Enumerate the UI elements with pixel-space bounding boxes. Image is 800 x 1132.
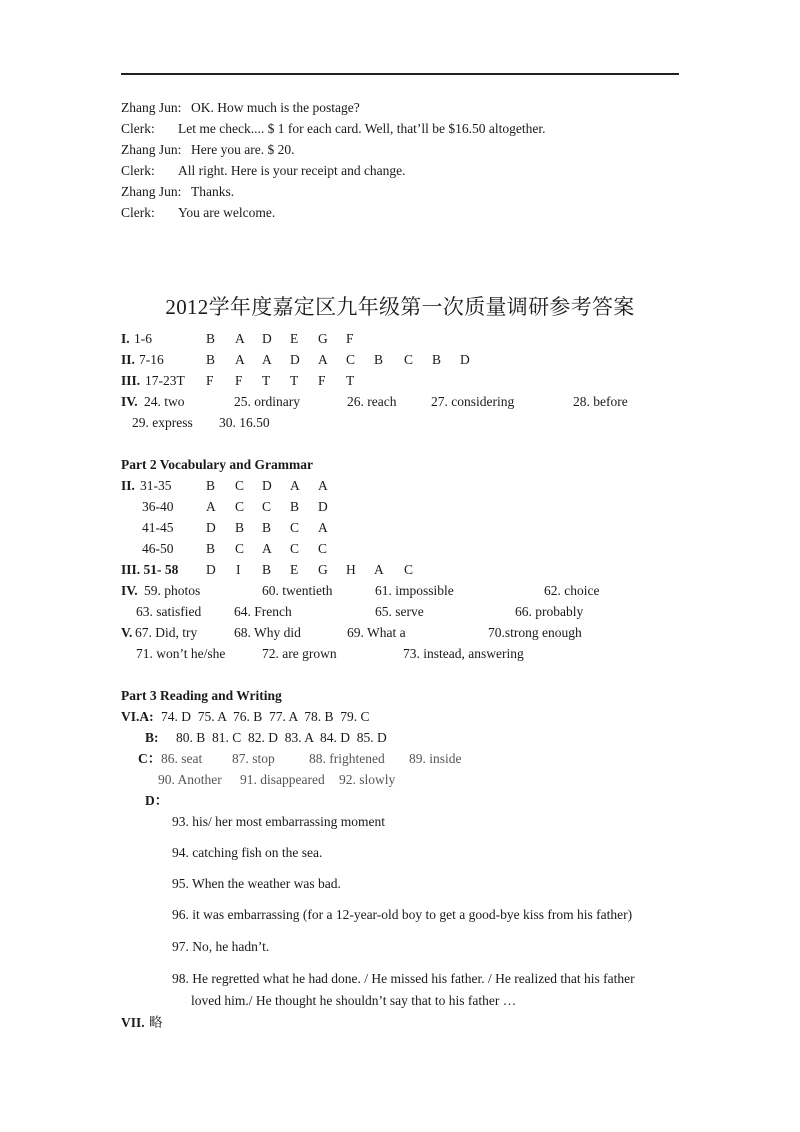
section-label: I. [121, 331, 130, 346]
answer: B [206, 352, 216, 367]
answer: F [318, 373, 326, 388]
answer: C [235, 541, 245, 556]
section-label: III. 51- 58 [121, 562, 179, 577]
answer: A [206, 499, 216, 514]
answer: B [206, 331, 216, 346]
answer: 61. impossible [375, 583, 454, 598]
answer: B [235, 520, 245, 535]
answer: 66. probably [515, 604, 584, 619]
dialogue-line: OK. How much is the postage? [191, 100, 360, 115]
answer: A [374, 562, 384, 577]
section-heading: Part 3 Reading and Writing [121, 688, 282, 703]
answer: A [235, 352, 245, 367]
answer: F [235, 373, 243, 388]
answer: T [346, 373, 355, 388]
answer: C [346, 352, 356, 367]
dialogue-line: Here you are. $ 20. [191, 142, 295, 157]
question-range: 46-50 [142, 541, 174, 556]
answer: B [374, 352, 384, 367]
answer-line: loved him./ He thought he shouldn’t say that to his father … [191, 993, 517, 1008]
dialogue-line: Thanks. [191, 184, 235, 199]
answer: C [235, 499, 245, 514]
answer: C [262, 499, 272, 514]
question-range: 31-35 [140, 478, 172, 493]
speaker: Clerk: [121, 205, 155, 220]
top-rule [121, 73, 679, 75]
answer: 28. before [573, 394, 628, 409]
answer: B [206, 478, 216, 493]
section-label: II. [121, 478, 135, 493]
answer: A [318, 352, 328, 367]
answer: D [262, 331, 272, 346]
speaker: Clerk: [121, 121, 155, 136]
answer: 68. Why did [234, 625, 301, 640]
question-range: 17-23T [145, 373, 185, 388]
speaker: Zhang Jun: [121, 184, 182, 199]
question-range: 36-40 [142, 499, 174, 514]
answer: 24. two [144, 394, 185, 409]
question-range: 7-16 [139, 352, 164, 367]
section-label: III. [121, 373, 141, 388]
section-heading: Part 2 Vocabulary and Grammar [121, 457, 313, 472]
answer: 73. instead, answering [403, 646, 524, 661]
answer: D [206, 520, 216, 535]
answer: A [290, 478, 300, 493]
answer: 89. inside [409, 751, 462, 766]
answer: 25. ordinary [234, 394, 300, 409]
answer: 59. photos [144, 583, 201, 598]
answer-line: 74. D 75. A 76. B 77. A 78. B 79. C [161, 709, 370, 724]
answer: D [318, 499, 328, 514]
answer: 62. choice [544, 583, 600, 598]
answer-line: 80. B 81. C 82. D 83. A 84. D 85. D [176, 730, 387, 745]
answer: G [318, 562, 328, 577]
speaker: Clerk: [121, 163, 155, 178]
answer: 64. French [234, 604, 292, 619]
answer: E [290, 331, 299, 346]
answer: 92. slowly [339, 772, 396, 787]
answer: 30. 16.50 [219, 415, 270, 430]
answer: 26. reach [347, 394, 397, 409]
answer: 87. stop [232, 751, 275, 766]
answer: 63. satisfied [136, 604, 202, 619]
answer: C [290, 520, 300, 535]
answer: C [290, 541, 300, 556]
answer: 60. twentieth [262, 583, 333, 598]
answer: 86. seat [161, 751, 203, 766]
answer: A [235, 331, 245, 346]
answer: F [346, 331, 354, 346]
dialogue-line: You are welcome. [178, 205, 276, 220]
answer: H [346, 562, 356, 577]
section-label: VI.A: [121, 709, 154, 724]
answer: C [235, 478, 245, 493]
answer: D [262, 478, 272, 493]
speaker: Zhang Jun: [121, 142, 182, 157]
answer: E [290, 562, 299, 577]
section-label: II. [121, 352, 135, 367]
answer: A [262, 541, 272, 556]
answer: 67. Did, try [135, 625, 198, 640]
answer: B [432, 352, 442, 367]
answer: D [460, 352, 470, 367]
dialogue-line: All right. Here is your receipt and change. [178, 163, 406, 178]
answer: C [404, 562, 414, 577]
question-range: 1-6 [134, 331, 152, 346]
answer-line: 94. catching fish on the sea. [172, 845, 323, 860]
answer: F [206, 373, 214, 388]
dialogue-line: Let me check.... $ 1 for each card. Well, that’ll be $16.50 altogether. [178, 121, 546, 136]
answer: B [206, 541, 216, 556]
answer: A [262, 352, 272, 367]
answer-line: 93. his/ her most embarrassing moment [172, 814, 385, 829]
section-label: IV. [121, 583, 138, 598]
answer-line: 96. it was embarrassing (for a 12-year-old boy to get a good-bye kiss from his father) [172, 907, 633, 922]
section-label: B: [145, 730, 159, 745]
page-title: 2012学年度嘉定区九年级第一次质量调研参考答案 [165, 295, 635, 319]
section-label: C： [138, 751, 162, 766]
answer: D [206, 562, 216, 577]
answer: G [318, 331, 328, 346]
answer-line: 95. When the weather was bad. [172, 876, 341, 891]
answer: C [318, 541, 328, 556]
answer: 65. serve [375, 604, 424, 619]
speaker: Zhang Jun: [121, 100, 182, 115]
answer: 27. considering [431, 394, 515, 409]
answer: 71. won’t he/she [136, 646, 226, 661]
answer: 70.strong enough [488, 625, 582, 640]
answer: B [262, 520, 272, 535]
answer: A [318, 478, 328, 493]
answer: 90. Another [158, 772, 222, 787]
answer: B [290, 499, 300, 514]
answer: B [262, 562, 272, 577]
section-label: IV. [121, 394, 138, 409]
section-label: D： [145, 793, 169, 808]
answer: A [318, 520, 328, 535]
section-label: VII. [121, 1015, 145, 1030]
section-label: V. [121, 625, 133, 640]
answer: 88. frightened [309, 751, 385, 766]
answer: D [290, 352, 300, 367]
answer: 69. What a [347, 625, 406, 640]
question-range: 41-45 [142, 520, 174, 535]
answer: T [262, 373, 271, 388]
answer: 91. disappeared [240, 772, 325, 787]
answer-line: 97. No, he hadn’t. [172, 939, 270, 954]
answer: 略 [149, 1015, 163, 1030]
answer-line: 98. He regretted what he had done. / He missed his father. / He realized that his father [172, 971, 635, 986]
answer: C [404, 352, 414, 367]
answer: T [290, 373, 299, 388]
answer: 29. express [132, 415, 193, 430]
answer: I [236, 562, 241, 577]
answer: 72. are grown [262, 646, 337, 661]
